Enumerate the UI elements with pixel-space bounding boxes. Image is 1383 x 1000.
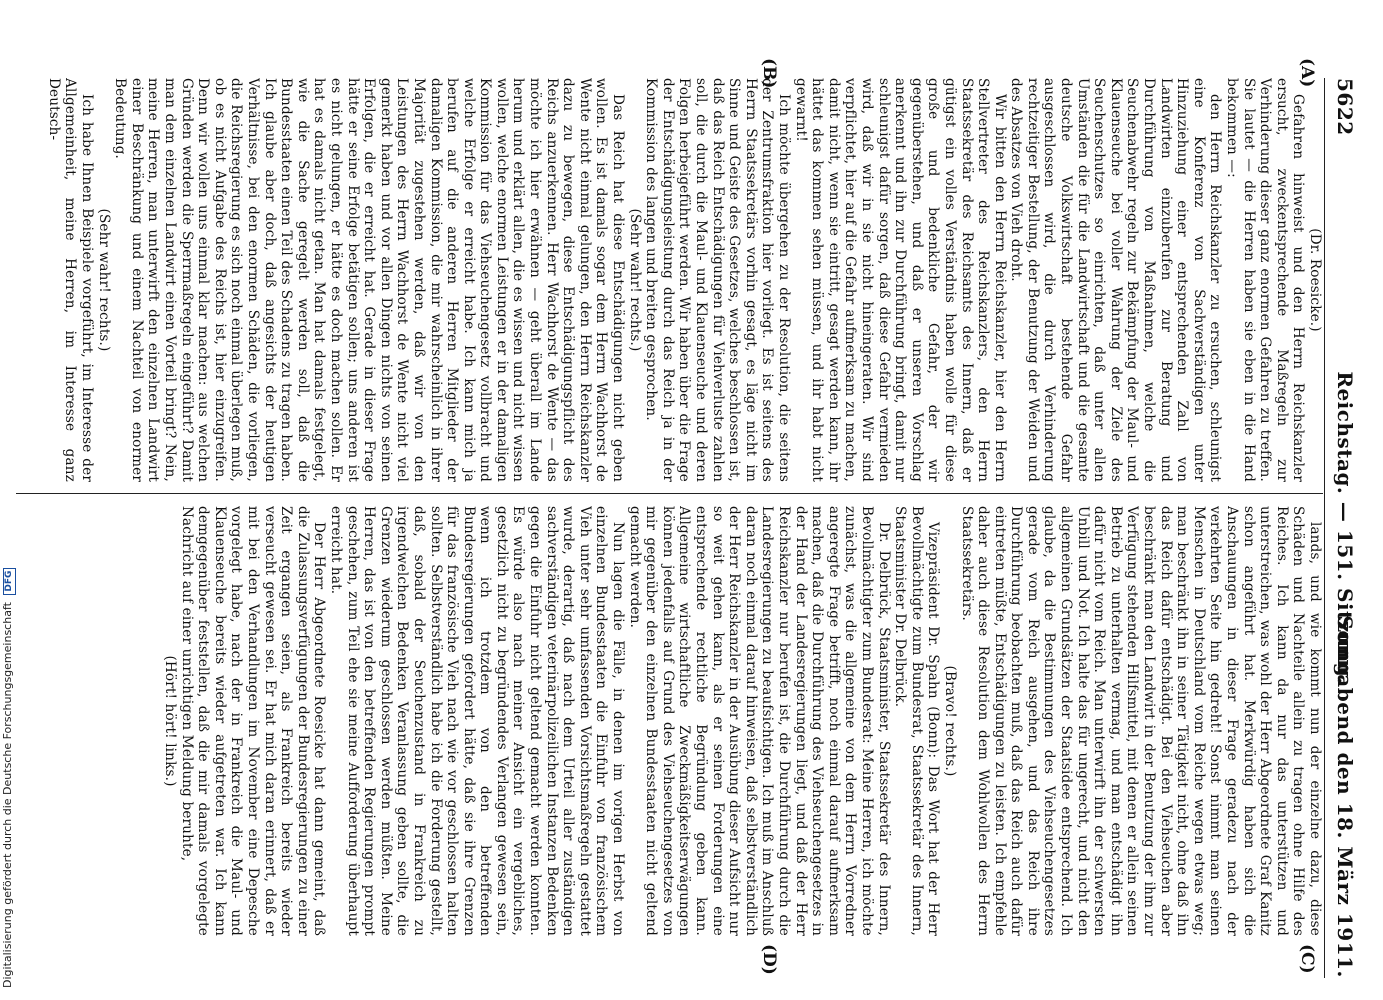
paragraph: Ich möchte übergehen zu der Resolution, die seitens der Zentrumsfraktion hier vorliegt. Es ist seitens des Herrn Staatssekretärs vorhin gesagt, es läge nicht im Sinne und Geiste des Gesetzes, welches beschlossen ist, daß das Reich Entschädigungen für Viehverluste zahlen soll, die durch die Maul- und Klauenseuche und deren Folgen herbeigeführt werden. Wir haben über die Frage der Entschädigungsleistung durch das Reich ja in der Kommission des langen und breiten gesprochen.: [643, 78, 792, 482]
paragraph: Nun lagen die Fälle, in denen im vorigen Herbst von einzelnen Bundesstaaten die Einfuhr von französischem Vieh unter sehr umfassenden Vorsichtsmaßregeln gestattet wurde, derartig, daß nach dem Urteil aller zuständigen sachverständigen veterinärpolizeilichen Instanzen Bedenken gegen die Einfuhr nicht geltend gemacht werden konnten. Es würde also nach meiner Ansicht ein vergebliches, gesetzlich nicht zu begründendes Verlangen gewesen sein, wenn ich trotzdem von den betreffenden Bundesregierungen gefordert hätte, daß sie ihre Grenzen für das französische Vieh nach wie vor geschlossen halten sollten. Selbstverständlich habe ich die Forderung gestellt, daß, sobald der Seuchenzustand in Frankreich zu irgendwelchen Bedenken Veranlassung geben sollte, die Grenzen wiederum geschlossen werden müßten. Meine Herren, das ist von den betreffenden Regierungen prompt geschehen, zum Teil ehe sie meine Aufforderung überhaupt erreicht hat.: [327, 506, 627, 936]
page-number: 5622: [1333, 78, 1357, 136]
page-header: [1327, 78, 1361, 978]
resolution-text: den Herrn Reichskanzler zu ersuchen, schleunigst eine Konferenz von Sachverständigen unter Hinzuziehung einer entsprechenden Zahl von Landwirten einzuberufen zur Beratung und Durchführung von Maßnahmen, welche die Seuchenabwehr regeln zur Bekämpfung der Maul- und Klauenseuche bei voller Wahrung der Ziele des Seuchenschutzes so einrichten, daß unter allen Umständen die für die Landwirtschaft und die gesamte deutsche Volkswirtschaft bestehende Gefahr ausgeschlossen wird, die durch Verhinderung rechtzeitiger Bestellung, der Benutzung der Weiden und des Absatzes von Vieh droht.: [1008, 78, 1224, 482]
speaker-reference: (Dr. Roesicke.): [1307, 228, 1323, 332]
paragraph: Vizepräsident Dr. Spahn (Bonn): Das Wort hat der Herr Bevollmächtigte zum Bundesrat, Staatssekretär des Innern, Staatsminister Dr. Delbrück.: [892, 506, 942, 936]
dfg-logo: DFG: [3, 568, 16, 595]
margin-letter-c: (C): [1297, 944, 1317, 974]
paragraph: Der Herr Abgeordnete Roesicke hat dann gemeint, daß die Zulassungsverfügungen der Bundesregierungen zu einer Zeit ergangen seien, als Frankreich bereits wieder verseucht gewesen sei. Er hat mich daran erinnert, daß er mit bei den Verhandlungen im November eine Depesche vorgelegt habe, nach der in Frankreich die Maul- und Klauenseuche bereits wieder aufgetreten war. Ich kann demgegenüber feststellen, daß die mir damals vorgelegte Nachricht auf einer unrichtigen Meldung beruhte,: [178, 506, 328, 936]
left-column: [16, 78, 1323, 482]
right-column: [16, 506, 1323, 936]
paragraph: Dr. Delbrück, Staatsminister, Staatssekretär des Innern, Bevollmächtigter zum Bundesrat: Meine Herren, ich möchte zunächst, was die allgemeine von dem Herrn Vorredner angeregte Frage betrifft, noch einmal darauf aufmerksam machen, daß die Durchführung des Viehseuchengesetzes in der Hand der Landesregierungen liegt, und daß der Herr Reichskanzler nur berufen ist, die Durchführung durch die Landesregierungen zu beaufsichtigen. Ich muß im Anschluß daran noch einmal darauf hinweisen, daß selbstverständlich der Herr Reichskanzler in der Ausübung dieser Aufsicht nur so weit gehen kann, als er seinen Forderungen eine entsprechende rechtliche Begründung geben kann. Allgemeine wirtschaftliche Zweckmäßigkeitserwägungen können jedenfalls auf Grund des Viehseuchengesetzes von mir gegenüber den einzelnen Bundesstaaten nicht geltend gemacht werden.: [626, 506, 892, 936]
paragraph: Gefahren hinweist und den Herrn Reichskanzler ersucht, zweckentsprechende Maßregeln zur Verhinderung dieser ganz enormen Gefahren zu treffen. Sie lautet — die Herren haben sie eben in die Hand bekommen —:: [1224, 78, 1307, 482]
session-date: Sonnabend den 18. März 1911.: [1333, 615, 1357, 978]
interjection: (Hört! hört! links.): [162, 655, 179, 787]
digitization-credit: Digitalisierung gefördert durch die Deutsche Forschungsgemeinschaft: [1, 602, 14, 988]
margin-letter-b: (B): [759, 58, 779, 89]
paragraph: Ich habe Ihnen Beispiele vorgeführt, im Interesse der Allgemeinheit, meine Herren, im Interesse ganz Deutsch-: [45, 78, 96, 482]
margin-letter-a: (A): [1297, 58, 1317, 88]
paragraph: Wir bitten den Herrn Reichskanzler, hier den Herrn Stellvertreter des Reichskanzlers, den Herrn Staatssekretär des Reichsamts des Innern, daß er gütigst ein volles Verständnis haben wolle für diese große und bedenkliche Gefahr, der wir gegenüberstehen, und daß er unseren Vorschlag anerkennt und ihn zur Durchführung bringt, damit nur schleunigst dafür sorgen, daß diese Gefahr vermieden wird, daß wir in sie nicht hineingeraten. Wir sind verpflichtet, hier auf die Gefahr aufmerksam zu machen, damit nicht, wenn sie eintritt, gesagt werden kann, ihr hättet das kommen sehen müssen, und ihr habt nicht gewarnt!: [792, 78, 1008, 482]
header-rule: [1324, 78, 1325, 978]
interjection: (Bravo! rechts.): [941, 665, 958, 777]
paragraph: lands, und wie kommt nun der einzelne dazu, diese Schäden und Nachteile allein zu tragen ohne Hilfe des Reiches. Ich kann da nur das unterstützen und unterstreichen, was wohl der Herr Abgeordnete Graf Kanitz schon angeführt hat. Merkwürdig haben sich die Anschauungen in dieser Frage geradezu nach der verkehrten Seite hin gedreht! Sonst nimmt man seinen Menschen in Deutschland vom Reiche wegen etwas weg; man beschränkt ihn in seiner Tätigkeit nicht, ohne daß ihn das Reich dafür entschädigt. Bei den Viehseuchen aber beschränkt man den Landwirt in der Benutzung der ihm zur Verfügung stehenden Hilfsmittel, mit denen er allein seinen Betrieb zu unterhalten vermag, und man entschädigt ihn dafür nicht vom Reich. Man unterwirft ihn der schwersten Unbill und Not. Ich halte das für ungerecht, und nicht den allgemeinen Grundsätzen der Staatsidee entsprechend. Ich glaube, da die Bestimmungen des Viehseuchengesetzes gerade vom Reich ausgehen, und das Reich ihre Durchführung beobachten muß, daß das Reich auch dafür eintreten müßte, Entschädigungen zu leisten. Ich empfehle daher auch diese Resolution dem Wohlwollen des Herrn Staatssekretärs.: [958, 506, 1323, 936]
interjection: (Sehr wahr! rechts.): [95, 208, 112, 352]
interjection: (Sehr wahr! rechts.): [626, 208, 643, 352]
margin-letter-d: (D): [759, 944, 779, 975]
digitization-strip: [0, 0, 16, 1000]
column-divider: [16, 493, 1323, 494]
page-title: Reichstag. — 151. Sitzung.: [1333, 371, 1357, 685]
paragraph: Das Reich hat diese Entschädigungen nicht geben wollen. Es ist damals sogar dem Herrn Wachhorst de Wente nicht einmal gelungen, den Herrn Reichskanzler dazu zu bewegen, diese Entschädigungspflicht des Reichs anzuerkennen. Herr Wachhorst de Wente — das möchte ich hier erwähnen — geht überall im Lande herum und erklärt allen, die es wissen und nicht wissen wollen, welche enormen Leistungen er in der damaligen Kommission für das Viehseuchengesetz vollbracht und welche Erfolge er erreicht habe. Ich kann mich ja berufen auf die anderen Herren Mitglieder der damaligen Kommission, die mir wahrscheinlich in ihrer Majorität zugestehen werden, daß wir von den Leistungen des Herrn Wachhorst de Wente nicht viel gemerkt haben und vor allen Dingen nichts von seinen Erfolgen, die er erreicht hat. Gerade in dieser Frage hätte er seine Erfolge betätigen sollen; uns anderen ist es nicht gelungen, er hätte es doch machen sollen. Er hat es damals nicht getan. Man hat damals festgelegt, wie die Sache geregelt werden soll, daß die Bundesstaaten einen Teil des Schadens zu tragen haben. Ich glaube aber doch, daß angesichts der heutigen Verhältnisse, bei den enormen Schäden, die vorliegen, die Reichsregierung es sich noch einmal überlegen muß, ob es nicht Aufgabe des Reichs ist, hier einzugreifen. Denn wir wollen uns einmal klar machen: aus welchen Gründen werden die Sperrmaßregeln eingeführt? Damit man dem einzelnen Landwirt einen Vorteil bringt? Nein, meine Herren, man unterwirft den einzelnen Landwirt einer Beschränkung und einem Nachteil von enormer Bedeutung.: [112, 78, 627, 482]
